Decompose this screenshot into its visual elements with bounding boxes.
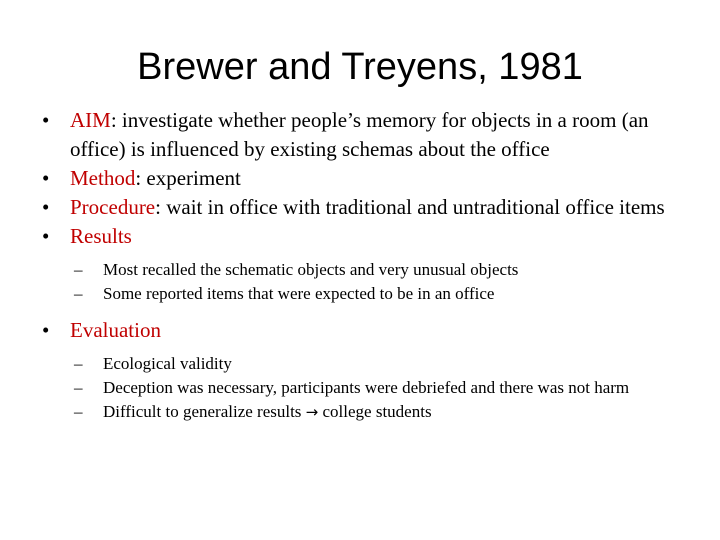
sub-bullet-text: Ecological validity — [103, 354, 232, 373]
bullet-text-aim: : investigate whether people’s memory for objects in a room (an office) is influenced by existing schemas about the office — [70, 108, 649, 161]
bullet-lead-procedure: Procedure — [70, 195, 156, 219]
sub-bullet-evaluation-2 — [74, 376, 686, 400]
bullet-lead-evaluation: Evaluation — [70, 318, 161, 342]
sub-bullet-results-1 — [74, 258, 686, 282]
bullet-marker: • — [42, 195, 50, 219]
bullet-text-method: : experiment — [135, 166, 241, 190]
bullet-results — [42, 222, 686, 251]
slide-body — [42, 106, 686, 434]
sub-bullet-text: Deception was necessary, participants were debriefed and there was not harm — [103, 378, 630, 397]
dash-marker: – — [74, 402, 83, 421]
bullet-marker: • — [42, 224, 50, 248]
sub-bullet-evaluation-1 — [74, 352, 686, 376]
bullet-evaluation — [42, 316, 686, 345]
bullet-lead-aim: AIM — [70, 108, 111, 132]
dash-marker: – — [74, 354, 83, 373]
bullet-marker: • — [42, 108, 50, 132]
sub-bullet-text-after-arrow: college students — [322, 402, 432, 421]
bullet-method — [42, 164, 686, 193]
dash-marker: – — [74, 260, 83, 279]
bullet-aim — [42, 106, 686, 164]
bullet-marker: • — [42, 166, 50, 190]
dash-marker: – — [74, 378, 83, 397]
bullet-lead-method: Method — [70, 166, 136, 190]
bullet-text-procedure: : wait in office with traditional and untraditional office items — [155, 195, 665, 219]
dash-marker: – — [74, 284, 83, 303]
sub-bullet-evaluation-3 — [74, 400, 686, 424]
results-sublist — [74, 258, 686, 306]
bullet-procedure — [42, 193, 686, 222]
sub-bullet-text: Some reported items that were expected to be in an office — [103, 284, 495, 303]
bullet-marker: • — [42, 318, 50, 342]
slide-title: Brewer and Treyens, 1981 — [137, 46, 583, 88]
right-arrow-icon: → — [305, 403, 319, 421]
evaluation-sublist — [74, 352, 686, 424]
sub-bullet-text: Most recalled the schematic objects and very unusual objects — [103, 260, 519, 279]
bullet-lead-results: Results — [70, 224, 132, 248]
sub-bullet-results-2 — [74, 282, 686, 306]
sub-bullet-text-before-arrow: Difficult to generalize results — [103, 402, 302, 421]
